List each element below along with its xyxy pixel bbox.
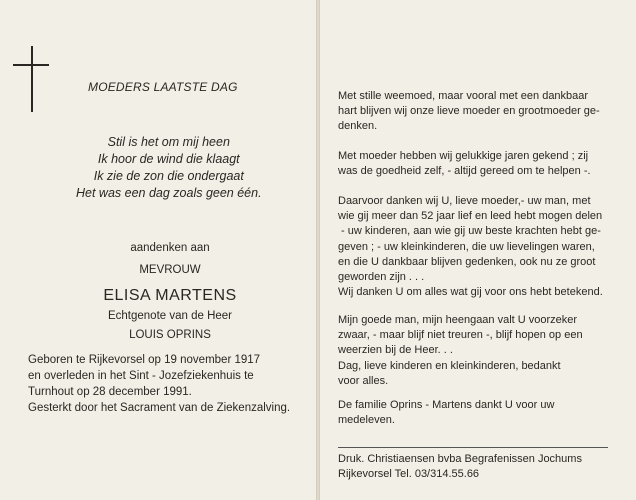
- cross-vertical-bar: [31, 46, 33, 112]
- divider: [338, 447, 608, 448]
- poem-line: Ik zie de zon die ondergaat: [93, 169, 244, 183]
- intro-text: aandenken aan: [130, 242, 210, 254]
- paragraph-family: [338, 398, 554, 428]
- printer-line: Druk. Christiaensen bvba Begrafenissen Jochums: [338, 453, 582, 465]
- text-line: was de goedheid zelf, - altijd gereed om te helpen -.: [338, 165, 591, 178]
- printer-line: Rijkevorsel Tel. 03/314.55.66: [338, 468, 480, 480]
- bio-line: Turnhout op 28 december 1991.: [28, 386, 192, 398]
- text-line: Daarvoor danken wij U, lieve moeder,- uw man, met: [338, 195, 591, 207]
- text-line: en die U dankbaar blijven gedenken, ook nu ze groot: [338, 255, 596, 268]
- text-line: De familie Oprins - Martens dankt U voor uw: [338, 399, 555, 411]
- biography: [28, 352, 290, 416]
- text-line: hart blijven wij onze lieve moeder en grootmoeder ge-: [338, 105, 600, 118]
- text-line: Dag, lieve kinderen en kleinkinderen, bedankt: [338, 359, 561, 372]
- text-line: Met moeder hebben wij gelukkige jaren gekend ; zij: [338, 150, 589, 162]
- poem-line: Stil is het om mij heen: [107, 135, 230, 149]
- poem-line: Ik hoor de wind die klaagt: [97, 152, 240, 166]
- text-line: Wij danken U om alles wat gij voor ons hebt betekend.: [338, 286, 603, 299]
- text-line: denken.: [338, 120, 378, 133]
- text-line: geworden zijn . . .: [338, 271, 425, 284]
- text-line: medeleven.: [338, 414, 395, 427]
- cross-horizontal-bar: [13, 64, 49, 66]
- poem-line: Het was een dag zoals geen één.: [76, 186, 262, 200]
- paragraph-remembrance: [338, 89, 600, 135]
- bio-line: Gesterkt door het Sacrament van de Ziekenzalving.: [28, 402, 291, 414]
- paragraph-happy-years: [338, 149, 591, 179]
- text-line: wie gij meer dan 52 jaar lief en leed hebt mogen delen: [338, 210, 603, 223]
- deceased-name: ELISA MARTENS: [103, 287, 237, 304]
- text-line: zwaar, - maar blijf niet treuren -, blijf hopen op een: [338, 329, 583, 342]
- text-line: - uw kinderen, aan wie gij uw beste krachten hebt ge-: [338, 225, 601, 238]
- printer-credit: [338, 452, 582, 482]
- spouse-intro: Echtgenote van de Heer: [107, 310, 233, 322]
- text-line: voor alles.: [338, 374, 389, 387]
- text-line: weerzien bij de Heer. . .: [338, 344, 453, 357]
- paragraph-thanks: [338, 194, 603, 300]
- text-line: geven ; - uw kleinkinderen, die uw lievelingen waren,: [338, 240, 595, 253]
- title-text: MEVROUW: [139, 264, 201, 276]
- spouse-name: LOUIS OPRINS: [129, 329, 211, 341]
- bio-line: Geboren te Rijkevorsel op 19 november 1917: [28, 354, 261, 366]
- paragraph-farewell: [338, 313, 583, 389]
- bio-line: en overleden in het Sint - Jozefziekenhuis te: [28, 370, 254, 382]
- text-line: Met stille weemoed, maar vooral met een dankbaar: [338, 90, 589, 102]
- heading: MOEDERS LAATSTE DAG: [88, 80, 238, 94]
- poem: [76, 134, 262, 202]
- text-line: Mijn goede man, mijn heengaan valt U voorzeker: [338, 314, 578, 326]
